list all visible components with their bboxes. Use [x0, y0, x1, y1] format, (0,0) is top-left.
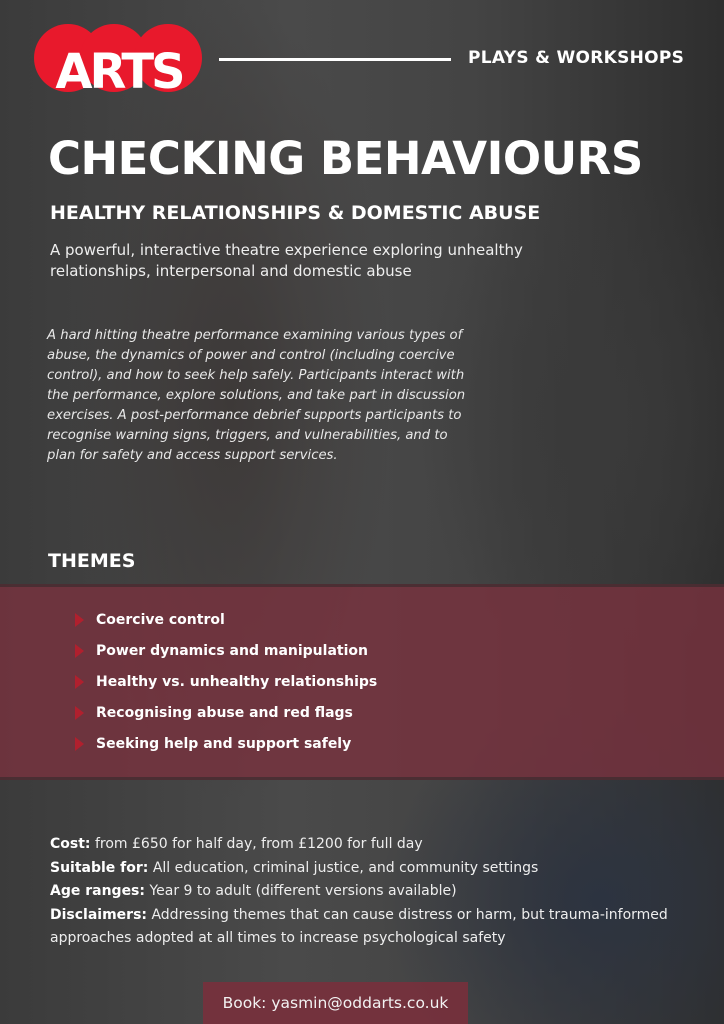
triangle-bullet-icon — [75, 644, 84, 658]
triangle-bullet-icon — [75, 613, 84, 627]
info-cost: Cost: from £650 for half day, from £1200 for full day — [50, 836, 423, 852]
list-item: Seeking help and support safely — [75, 728, 377, 759]
triangle-bullet-icon — [75, 737, 84, 751]
tagline: PLAYS & WORKSHOPS — [468, 48, 685, 68]
list-item: Coercive control — [75, 604, 377, 635]
header-divider — [219, 58, 451, 61]
subtitle: HEALTHY RELATIONSHIPS & DOMESTIC ABUSE — [50, 202, 541, 224]
info-suitable: Suitable for: All education, criminal justice, and community settings — [50, 859, 539, 876]
svg-text:ARTS: ARTS — [55, 44, 183, 94]
themes-list — [75, 604, 377, 759]
description-text: A hard hitting theatre performance examining various types of abuse, the dynamics of power and control (including coercive control), and how to seek help safely. Participants interact with the performance, explore solutions, and take part in discussion exercises. A post-performance debrief supports participants to recognise warning signs, triggers, and vulnerabilities, and to plan for safety and access support services. — [47, 328, 466, 463]
info-disclaimers: Disclaimers: Addressing themes that can cause distress or harm, but trauma-informed approaches adopted at all times to increase psychological safety — [50, 906, 668, 946]
info-age: Age ranges: Year 9 to adult (different versions available) — [50, 883, 457, 899]
triangle-bullet-icon — [75, 706, 84, 720]
page-title: CHECKING BEHAVIOURS — [48, 132, 643, 185]
info-block — [50, 833, 670, 951]
list-item: Recognising abuse and red flags — [75, 697, 377, 728]
triangle-bullet-icon — [75, 675, 84, 689]
odd-arts-logo — [34, 22, 204, 94]
themes-heading: THEMES — [48, 550, 136, 572]
list-item: Healthy vs. unhealthy relationships — [75, 666, 377, 697]
list-item: Power dynamics and manipulation — [75, 635, 377, 666]
intro-text: A powerful, interactive theatre experience exploring unhealthy relationships, interpersonal and domestic abuse — [50, 241, 523, 280]
book-contact[interactable]: Book: yasmin@oddarts.co.uk — [203, 982, 468, 1024]
